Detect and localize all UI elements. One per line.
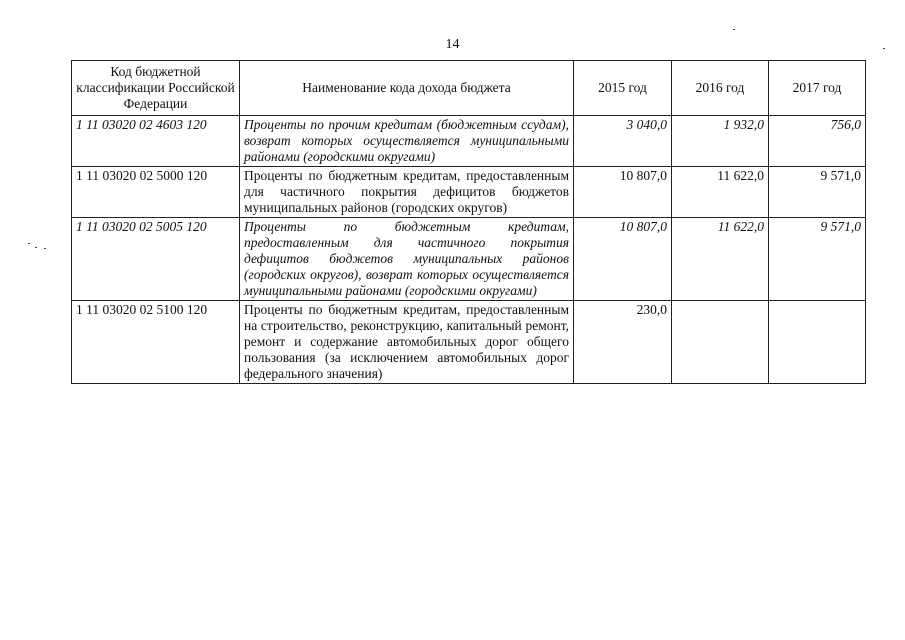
row-value-2016 xyxy=(672,301,769,384)
scan-speck xyxy=(28,243,30,244)
row-value-2017: 9 571,0 xyxy=(769,218,866,301)
row-value-2016: 1 932,0 xyxy=(672,116,769,167)
scan-speck xyxy=(733,29,735,30)
scan-speck xyxy=(44,248,46,249)
page-number: 14 xyxy=(445,37,460,52)
header-2015: 2015 год xyxy=(574,61,672,116)
row-code: 1 11 03020 02 5005 120 xyxy=(72,218,240,301)
scan-speck xyxy=(35,247,37,248)
table-row xyxy=(72,218,866,301)
row-value-2017: 756,0 xyxy=(769,116,866,167)
table-header-row xyxy=(72,61,866,116)
row-name: Проценты по бюджетным кредитам, предоставленным для частичного покрытия дефицитов бюджетов муниципальных районов (городских округов) xyxy=(240,167,574,218)
header-2017: 2017 год xyxy=(769,61,866,116)
row-code: 1 11 03020 02 5100 120 xyxy=(72,301,240,384)
table-row xyxy=(72,301,866,384)
row-name: Проценты по прочим кредитам (бюджетным ссудам), возврат которых осуществляется муниципальными районами (городскими округами) xyxy=(240,116,574,167)
row-value-2015: 10 807,0 xyxy=(574,218,672,301)
header-name: Наименование кода дохода бюджета xyxy=(240,61,574,116)
table-row xyxy=(72,116,866,167)
row-name: Проценты по бюджетным кредитам, предоставленным на строительство, реконструкцию, капитальный ремонт, ремонт и содержание автомобильных дорог общего пользования (за исключением автомобильных дорог федерального значения) xyxy=(240,301,574,384)
scan-speck xyxy=(883,48,885,49)
row-value-2016: 11 622,0 xyxy=(672,167,769,218)
header-2016: 2016 год xyxy=(672,61,769,116)
row-value-2017: 9 571,0 xyxy=(769,167,866,218)
row-value-2016: 11 622,0 xyxy=(672,218,769,301)
row-name: Проценты по бюджетным кредитам, предоставленным для частичного покрытия дефицитов бюджетов муниципальных районов (городских округов), возврат которых осуществляется муниципальными районами (городскими округами) xyxy=(240,218,574,301)
budget-revenue-table xyxy=(71,60,866,384)
row-value-2017 xyxy=(769,301,866,384)
row-code: 1 11 03020 02 4603 120 xyxy=(72,116,240,167)
row-value-2015: 230,0 xyxy=(574,301,672,384)
table-row xyxy=(72,167,866,218)
row-code: 1 11 03020 02 5000 120 xyxy=(72,167,240,218)
header-code: Код бюджетной классификации Российской Федерации xyxy=(72,61,240,116)
row-value-2015: 10 807,0 xyxy=(574,167,672,218)
row-value-2015: 3 040,0 xyxy=(574,116,672,167)
